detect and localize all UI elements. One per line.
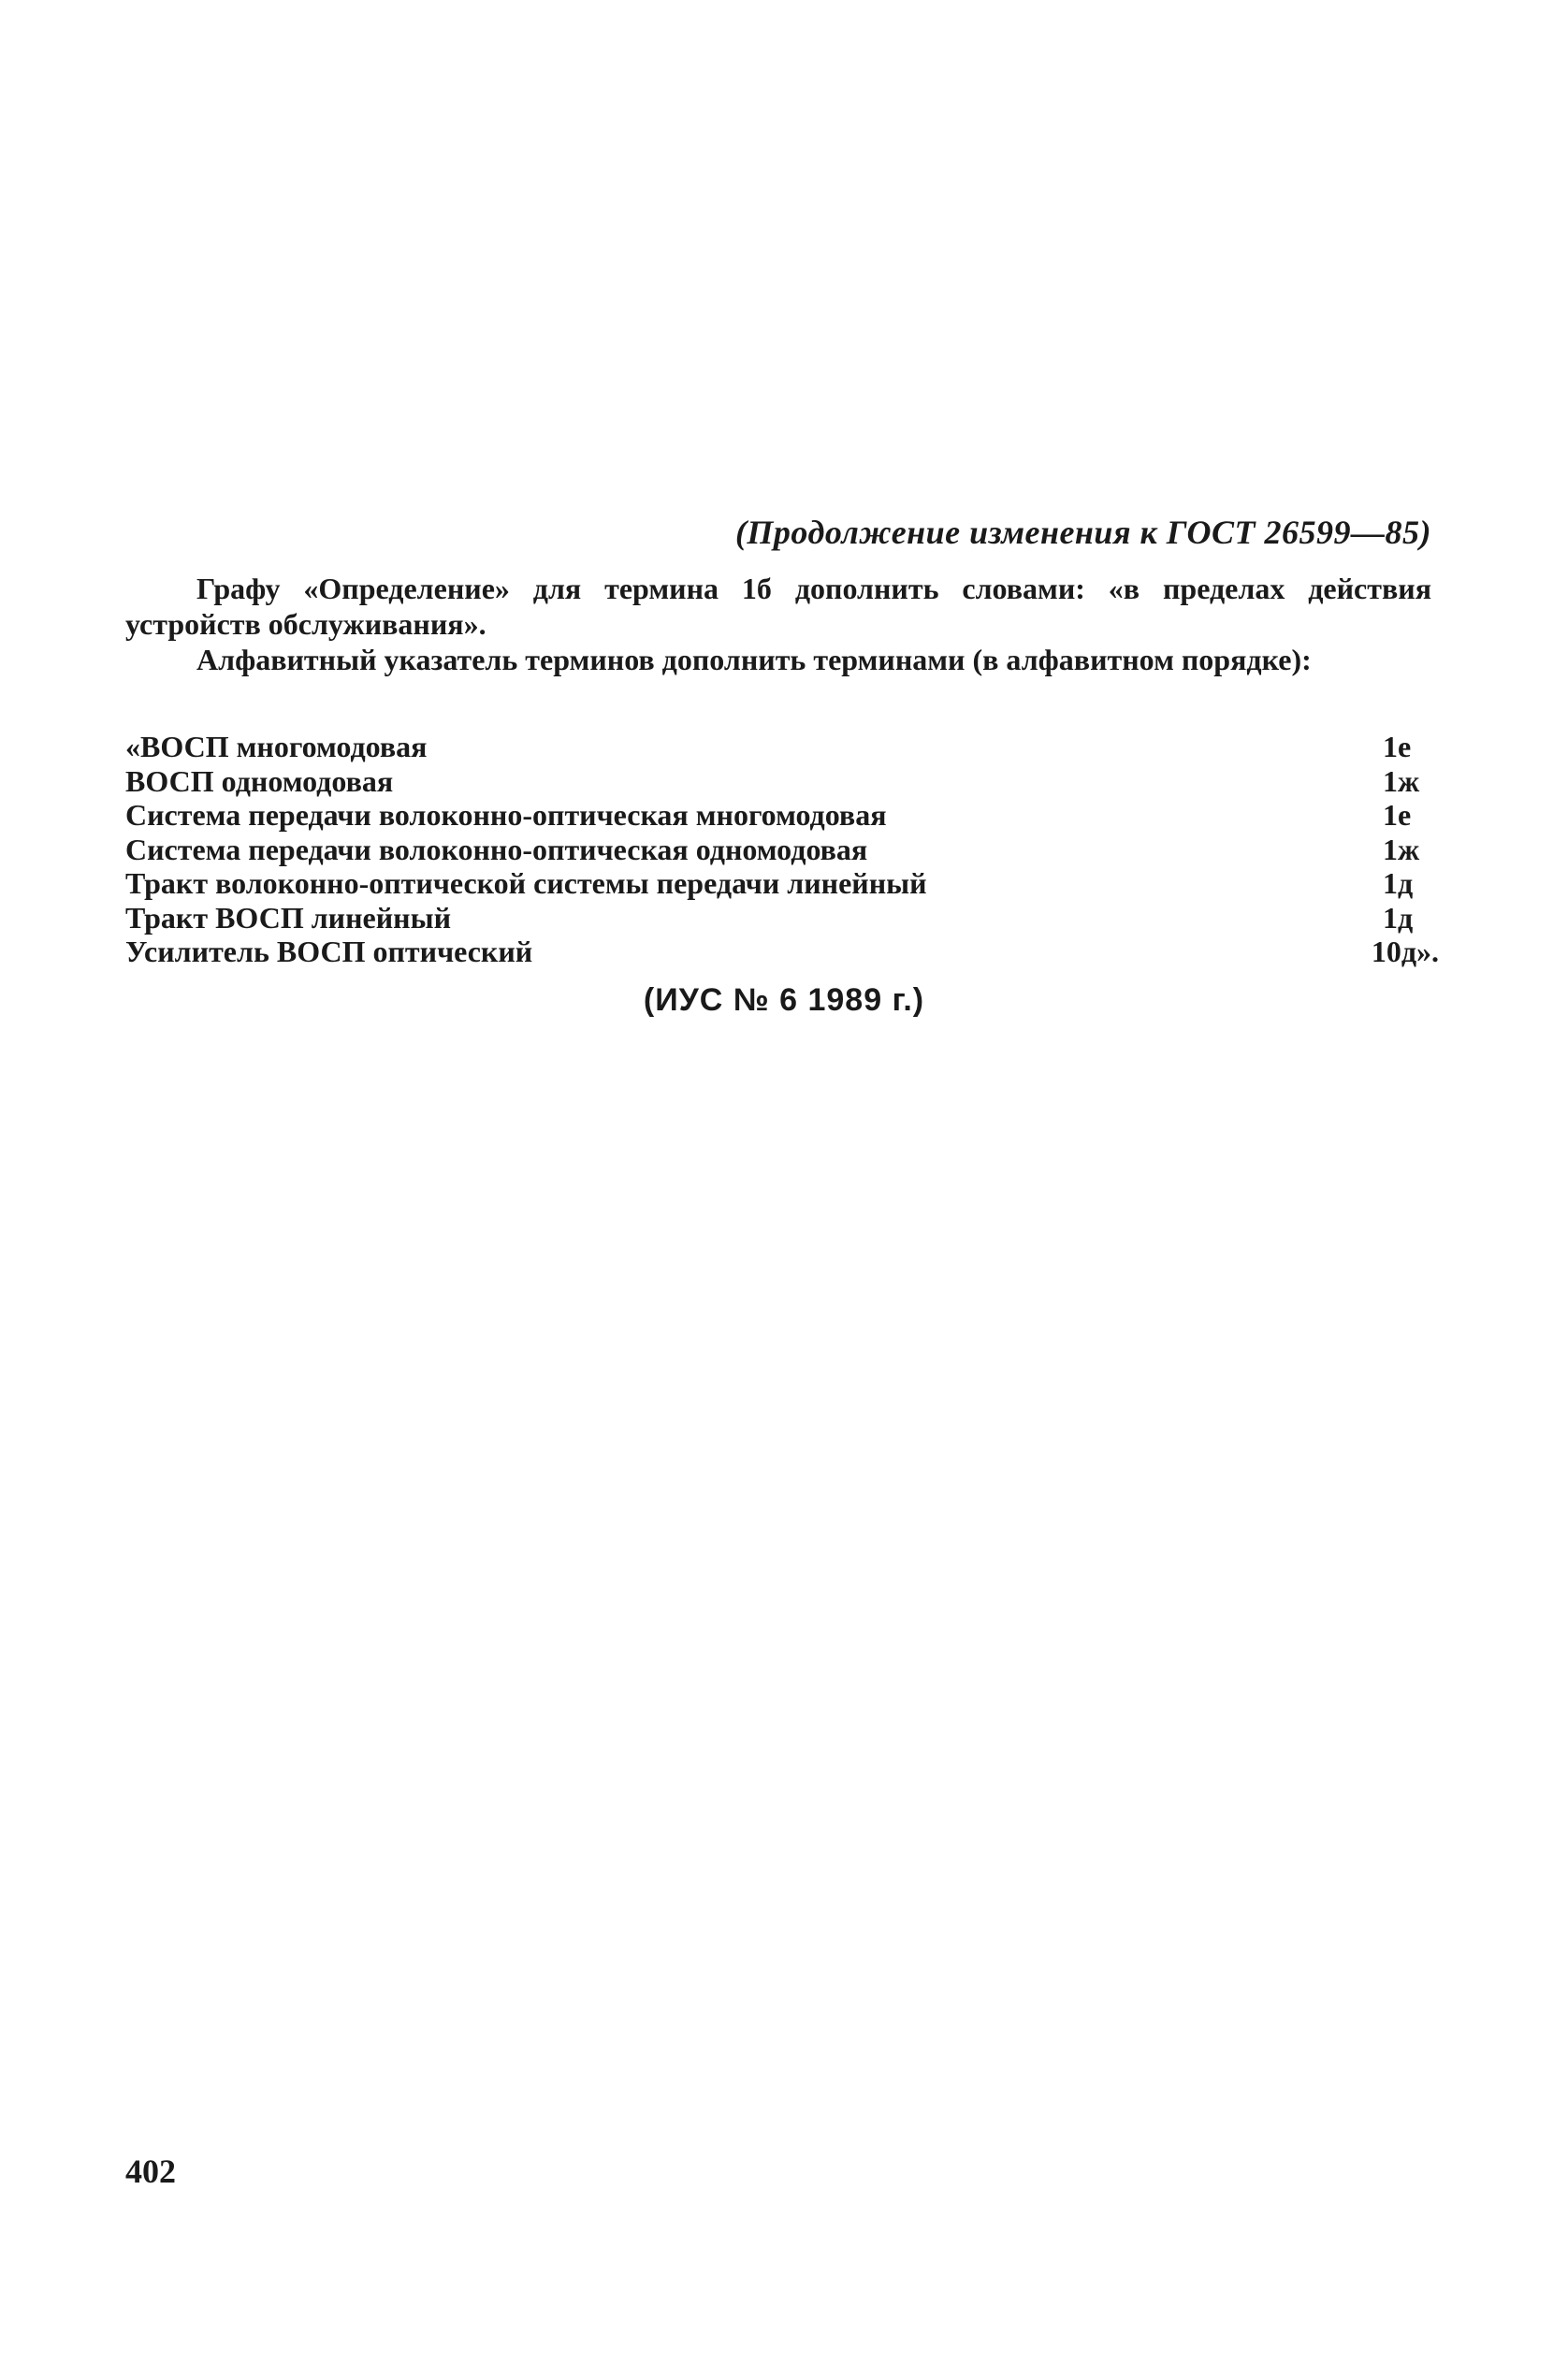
term-ref: 1е xyxy=(1383,730,1412,763)
term-ref: 1ж xyxy=(1383,832,1420,866)
list-item xyxy=(125,833,1439,867)
term-index-list xyxy=(125,730,1439,969)
list-item xyxy=(125,798,1439,833)
term-name: Усилитель ВОСП оптический xyxy=(125,935,533,968)
paragraph-text: Графу «Определение» для термина 1б дополнить словами: «в пределах действия устройств обслуживания». xyxy=(125,572,1431,641)
term-ref: 1е xyxy=(1383,798,1412,832)
term-name: «ВОСП многомодовая xyxy=(125,730,428,763)
page-number: 402 xyxy=(125,2153,176,2190)
paragraph-index-amendment xyxy=(125,642,1431,677)
term-name: Тракт ВОСП линейный xyxy=(125,900,452,935)
list-item xyxy=(125,730,1439,764)
list-item xyxy=(125,764,1439,799)
term-name: ВОСП одномодовая xyxy=(125,763,394,798)
paragraph-text: Алфавитный указатель терминов дополнить терминами (в алфавитном порядке): xyxy=(196,643,1312,676)
term-ref: 1д xyxy=(1383,866,1414,900)
list-item xyxy=(125,866,1439,901)
term-name: Система передачи волоконно-оптическая одномодовая xyxy=(125,832,868,866)
list-item xyxy=(125,935,1439,969)
term-ref: 1ж xyxy=(1383,763,1420,798)
term-ref: 10д». xyxy=(1371,935,1439,968)
term-name: Тракт волоконно-оптической системы передачи линейный xyxy=(125,866,927,900)
term-name: Система передачи волоконно-оптическая многомодовая xyxy=(125,798,887,832)
source-reference: (ИУС № 6 1989 г.) xyxy=(643,982,925,1018)
paragraph-definition-amendment xyxy=(125,571,1431,642)
continuation-heading: (Продолжение изменения к ГОСТ 26599—85) xyxy=(734,514,1431,551)
term-ref: 1д xyxy=(1383,900,1414,935)
list-item xyxy=(125,901,1439,935)
